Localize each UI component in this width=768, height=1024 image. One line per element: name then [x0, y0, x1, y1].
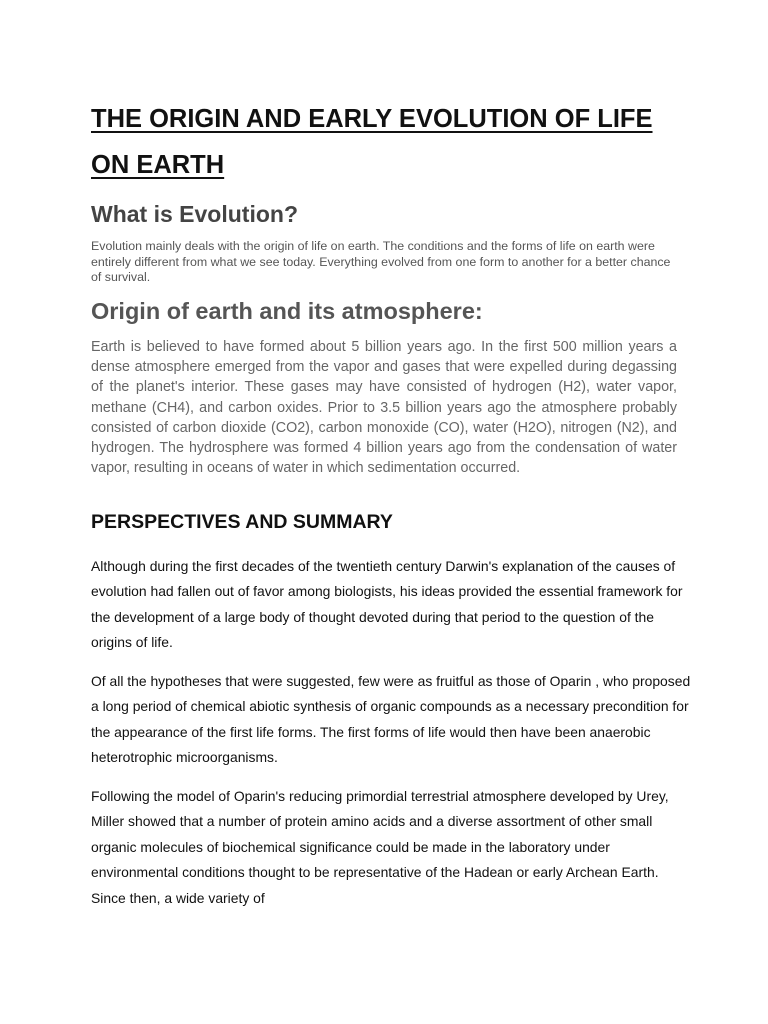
section-body-origin-of-earth: Earth is believed to have formed about 5 billion years ago. In the first 500 million years a dense atmosphere emerged from the vapor and gases that were expelled during degassing of the planet's interior. These gases may have consisted of hydrogen (H2), water vapor, methane (CH4), and carbon oxides. Prior to 3.5 billion years ago the atmosphere probably consisted of carbon dioxide (CO2), carbon monoxide (CO), water (H2O), nitrogen (N2), and hydrogen. The hydrosphere was formed 4 billion years ago from the condensation of water vapor, resulting in oceans of water in which sedimentation occurred.: [91, 339, 677, 477]
section-heading-origin-of-earth: Origin of earth and its atmosphere:: [91, 298, 483, 324]
section-heading-perspectives: PERSPECTIVES AND SUMMARY: [91, 511, 393, 533]
perspectives-paragraph: Although during the first decades of the twentieth century Darwin's explanation of the causes of evolution had fallen out of favor among biologists, his ideas provided the essential framework for the development of a large body of thought devoted during that period to the question of the origins of life.: [91, 558, 683, 651]
document-title: THE ORIGIN AND EARLY EVOLUTION OF LIFE ON EARTH: [91, 105, 653, 179]
section-heading-what-is-evolution: What is Evolution?: [91, 201, 298, 227]
section-body-what-is-evolution: Evolution mainly deals with the origin of life on earth. The conditions and the forms of life on earth were entirely different from what we see today. Everything evolved from one form to another for a better chance of survival.: [91, 239, 671, 284]
perspectives-paragraph: Of all the hypotheses that were suggested, few were as fruitful as those of Oparin , who proposed a long period of chemical abiotic synthesis of organic compounds as a necessary precondition for the appearance of the first life forms. The first forms of life would then have been anaerobic heterotrophic microorganisms.: [91, 673, 691, 766]
perspectives-paragraph: Following the model of Oparin's reducing primordial terrestrial atmosphere developed by Urey, Miller showed that a number of protein amino acids and a diverse assortment of other small organic molecules of biochemical significance could be made in the laboratory under environmental conditions thought to be representative of the Hadean or early Archean Earth. Since then, a wide variety of: [91, 788, 669, 906]
